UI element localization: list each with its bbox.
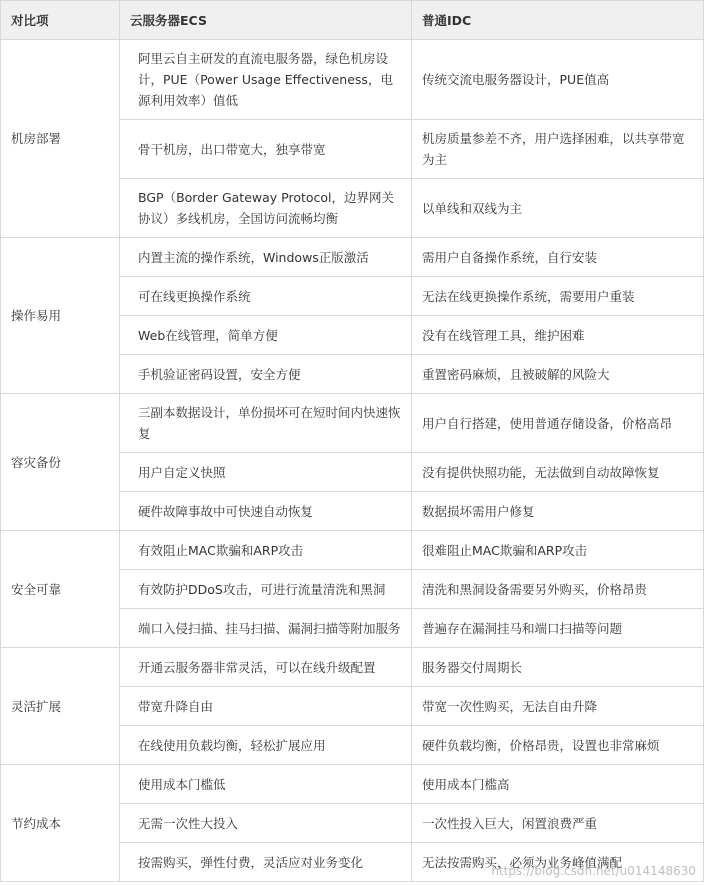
idc-cell: 重置密码麻烦，且被破解的风险大	[412, 355, 704, 394]
category-cell: 安全可靠	[1, 531, 120, 648]
category-cell: 节约成本	[1, 765, 120, 882]
ecs-cell: 阿里云自主研发的直流电服务器，绿色机房设计，PUE（Power Usage Effectiveness，电源利用效率）值低	[120, 40, 412, 120]
table-row	[1, 765, 704, 804]
ecs-cell: Web在线管理，简单方便	[120, 316, 412, 355]
ecs-cell: 端口入侵扫描、挂马扫描、漏洞扫描等附加服务	[120, 609, 412, 648]
table-row	[1, 394, 704, 453]
table-body	[1, 40, 704, 882]
idc-cell: 没有在线管理工具，维护困难	[412, 316, 704, 355]
ecs-cell: 在线使用负载均衡，轻松扩展应用	[120, 726, 412, 765]
idc-cell: 清洗和黑洞设备需要另外购买，价格昂贵	[412, 570, 704, 609]
ecs-cell: 有效防护DDoS攻击，可进行流量清洗和黑洞	[120, 570, 412, 609]
idc-cell: 没有提供快照功能，无法做到自动故障恢复	[412, 453, 704, 492]
table-row	[1, 531, 704, 570]
idc-cell: 需用户自备操作系统，自行安装	[412, 238, 704, 277]
header-item: 对比项	[1, 1, 120, 40]
header-idc: 普通IDC	[412, 1, 704, 40]
ecs-cell: 硬件故障事故中可快速自动恢复	[120, 492, 412, 531]
ecs-cell: BGP（Border Gateway Protocol，边界网关协议）多线机房，全国访问流畅均衡	[120, 179, 412, 238]
ecs-cell: 三副本数据设计，单份损坏可在短时间内快速恢复	[120, 394, 412, 453]
idc-cell: 用户自行搭建，使用普通存储设备，价格高昂	[412, 394, 704, 453]
header-row	[1, 1, 704, 40]
idc-cell: 传统交流电服务器设计，PUE值高	[412, 40, 704, 120]
table-row	[1, 238, 704, 277]
watermark-text: https://blog.csdn.net/u014148630	[491, 864, 696, 878]
category-cell: 灵活扩展	[1, 648, 120, 765]
idc-cell: 机房质量参差不齐，用户选择困难，以共享带宽为主	[412, 120, 704, 179]
table-row	[1, 40, 704, 120]
ecs-cell: 开通云服务器非常灵活，可以在线升级配置	[120, 648, 412, 687]
ecs-cell: 有效阻止MAC欺骗和ARP攻击	[120, 531, 412, 570]
ecs-cell: 用户自定义快照	[120, 453, 412, 492]
idc-cell: 很难阻止MAC欺骗和ARP攻击	[412, 531, 704, 570]
table-header	[1, 1, 704, 40]
ecs-cell: 内置主流的操作系统，Windows正版激活	[120, 238, 412, 277]
category-cell: 操作易用	[1, 238, 120, 394]
idc-cell: 一次性投入巨大，闲置浪费严重	[412, 804, 704, 843]
category-cell: 机房部署	[1, 40, 120, 238]
idc-cell: 普遍存在漏洞挂马和端口扫描等问题	[412, 609, 704, 648]
ecs-cell: 骨干机房，出口带宽大，独享带宽	[120, 120, 412, 179]
ecs-cell: 可在线更换操作系统	[120, 277, 412, 316]
idc-cell: 数据损坏需用户修复	[412, 492, 704, 531]
ecs-cell: 手机验证密码设置，安全方便	[120, 355, 412, 394]
idc-cell: 无法按需购买，必须为业务峰值满配	[412, 843, 704, 882]
idc-cell: 硬件负载均衡，价格昂贵，设置也非常麻烦	[412, 726, 704, 765]
idc-cell: 以单线和双线为主	[412, 179, 704, 238]
ecs-cell: 无需一次性大投入	[120, 804, 412, 843]
ecs-cell: 使用成本门槛低	[120, 765, 412, 804]
idc-cell: 使用成本门槛高	[412, 765, 704, 804]
header-ecs: 云服务器ECS	[120, 1, 412, 40]
idc-cell: 服务器交付周期长	[412, 648, 704, 687]
ecs-cell: 按需购买，弹性付费，灵活应对业务变化	[120, 843, 412, 882]
table-row	[1, 648, 704, 687]
idc-cell: 带宽一次性购买，无法自由升降	[412, 687, 704, 726]
ecs-cell: 带宽升降自由	[120, 687, 412, 726]
category-cell: 容灾备份	[1, 394, 120, 531]
idc-cell: 无法在线更换操作系统，需要用户重装	[412, 277, 704, 316]
